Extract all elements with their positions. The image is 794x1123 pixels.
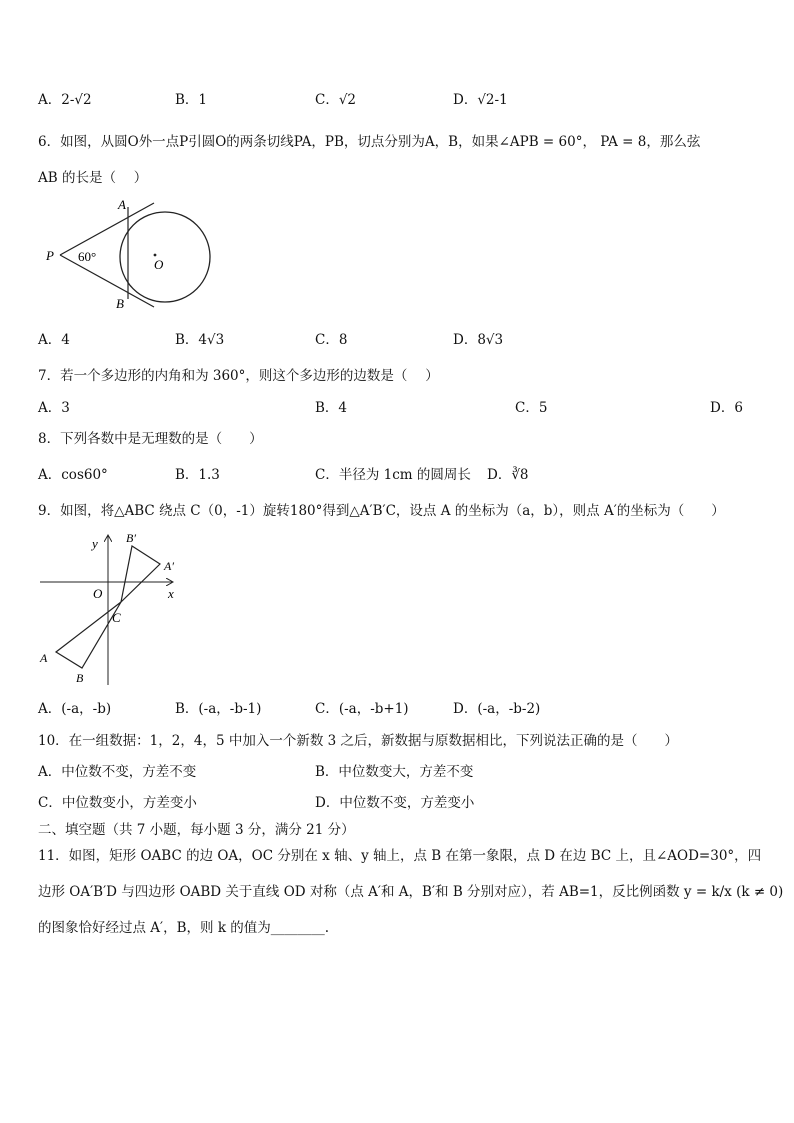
q8-option-a: A．cos60°	[38, 467, 108, 483]
q9-stem: 9．如图，将△ABC 绕点 C（0，-1）旋转180°得到△A′B′C，设点 A 的坐标为（a，b），则点 A′的坐标为（ ）	[38, 503, 725, 519]
label-o: O	[154, 257, 164, 272]
q5-option-b: B．1	[175, 92, 208, 108]
section-title-fill-in: 二、填空题（共 7 小题，每小题 3 分，满分 21 分）	[38, 822, 355, 838]
label-a-prime: A′	[164, 559, 174, 573]
q6-option-d: D．8√3	[453, 332, 504, 348]
center-point	[154, 254, 157, 257]
q11-line1: 11．如图，矩形 OABC 的边 OA，OC 分别在 x 轴、y 轴上，点 B 在第一象限，点 D 在边 BC 上，且∠AOD=30°，四	[38, 848, 762, 864]
q8-option-c: C．半径为 1cm 的圆周长	[315, 467, 471, 483]
q7-option-d: D．6	[710, 400, 743, 416]
tangent-pa	[60, 203, 154, 255]
q11-line2: 边形 OA′B′D 与四边形 OABD 关于直线 OD 对称（点 A′和 A，B′和 B 分别对应），若 AB=1，反比例函数 y = k/x (k ≠ 0)	[38, 884, 784, 900]
q7-option-b: B．4	[315, 400, 348, 416]
tangent-pb	[60, 255, 154, 307]
q6-option-b: B．4√3	[175, 332, 225, 348]
q8-option-b: B．1.3	[175, 467, 220, 483]
triangle-a1b1c	[121, 546, 160, 602]
q6-stem-line1: 6．如图，从圆O外一点P引圆O的两条切线PA，PB，切点分别为A，B，如果∠APB = 60°， PA = 8，那么弦	[38, 134, 701, 150]
label-b: B	[116, 296, 124, 311]
q5-option-a: A．2-√2	[38, 92, 92, 108]
label-o: O	[93, 586, 103, 601]
q7-option-c: C．5	[515, 400, 548, 416]
q7-option-a: A．3	[38, 400, 70, 416]
q9-option-c: C．(-a，-b+1)	[315, 701, 409, 717]
label-a: A	[40, 651, 48, 665]
q9-figure	[36, 530, 186, 690]
q9-option-d: D．(-a，-b-2)	[453, 701, 541, 717]
label-a: A	[118, 197, 126, 212]
q8-option-d: D．∛8	[487, 467, 529, 483]
label-b: B	[76, 671, 84, 685]
q10-option-b: B．中位数变大，方差不变	[315, 764, 474, 780]
q5-option-d: D．√2-1	[453, 92, 508, 108]
q6-stem-line2: AB 的长是（ ）	[38, 170, 148, 186]
q10-stem: 10．在一组数据：1，2，4，5 中加入一个新数 3 之后，新数据与原数据相比，下列说法正确的是（ ）	[38, 733, 678, 749]
q8-stem: 8．下列各数中是无理数的是（ ）	[38, 431, 263, 447]
q9-option-a: A．(-a，-b)	[38, 701, 112, 717]
q6-option-a: A．4	[38, 332, 70, 348]
q10-option-a: A．中位数不变，方差不变	[38, 764, 197, 780]
q9-option-b: B．(-a，-b-1)	[175, 701, 262, 717]
label-p: P	[46, 248, 54, 263]
label-x: x	[168, 586, 174, 601]
q10-option-d: D．中位数不变，方差变小	[315, 795, 475, 811]
q6-option-c: C．8	[315, 332, 348, 348]
label-c: C	[112, 610, 121, 625]
circle-o	[120, 212, 210, 302]
q7-stem: 7．若一个多边形的内角和为 360°，则这个多边形的边数是（ ）	[38, 368, 439, 384]
angle-label: 60°	[78, 249, 97, 264]
label-b-prime: B′	[126, 531, 136, 545]
q11-line3: 的图象恰好经过点 A′，B，则 k 的值为________.	[38, 920, 330, 936]
label-y: y	[92, 536, 98, 551]
q10-option-c: C．中位数变小，方差变小	[38, 795, 197, 811]
q5-option-c: C．√2	[315, 92, 357, 108]
q6-figure	[38, 195, 213, 315]
